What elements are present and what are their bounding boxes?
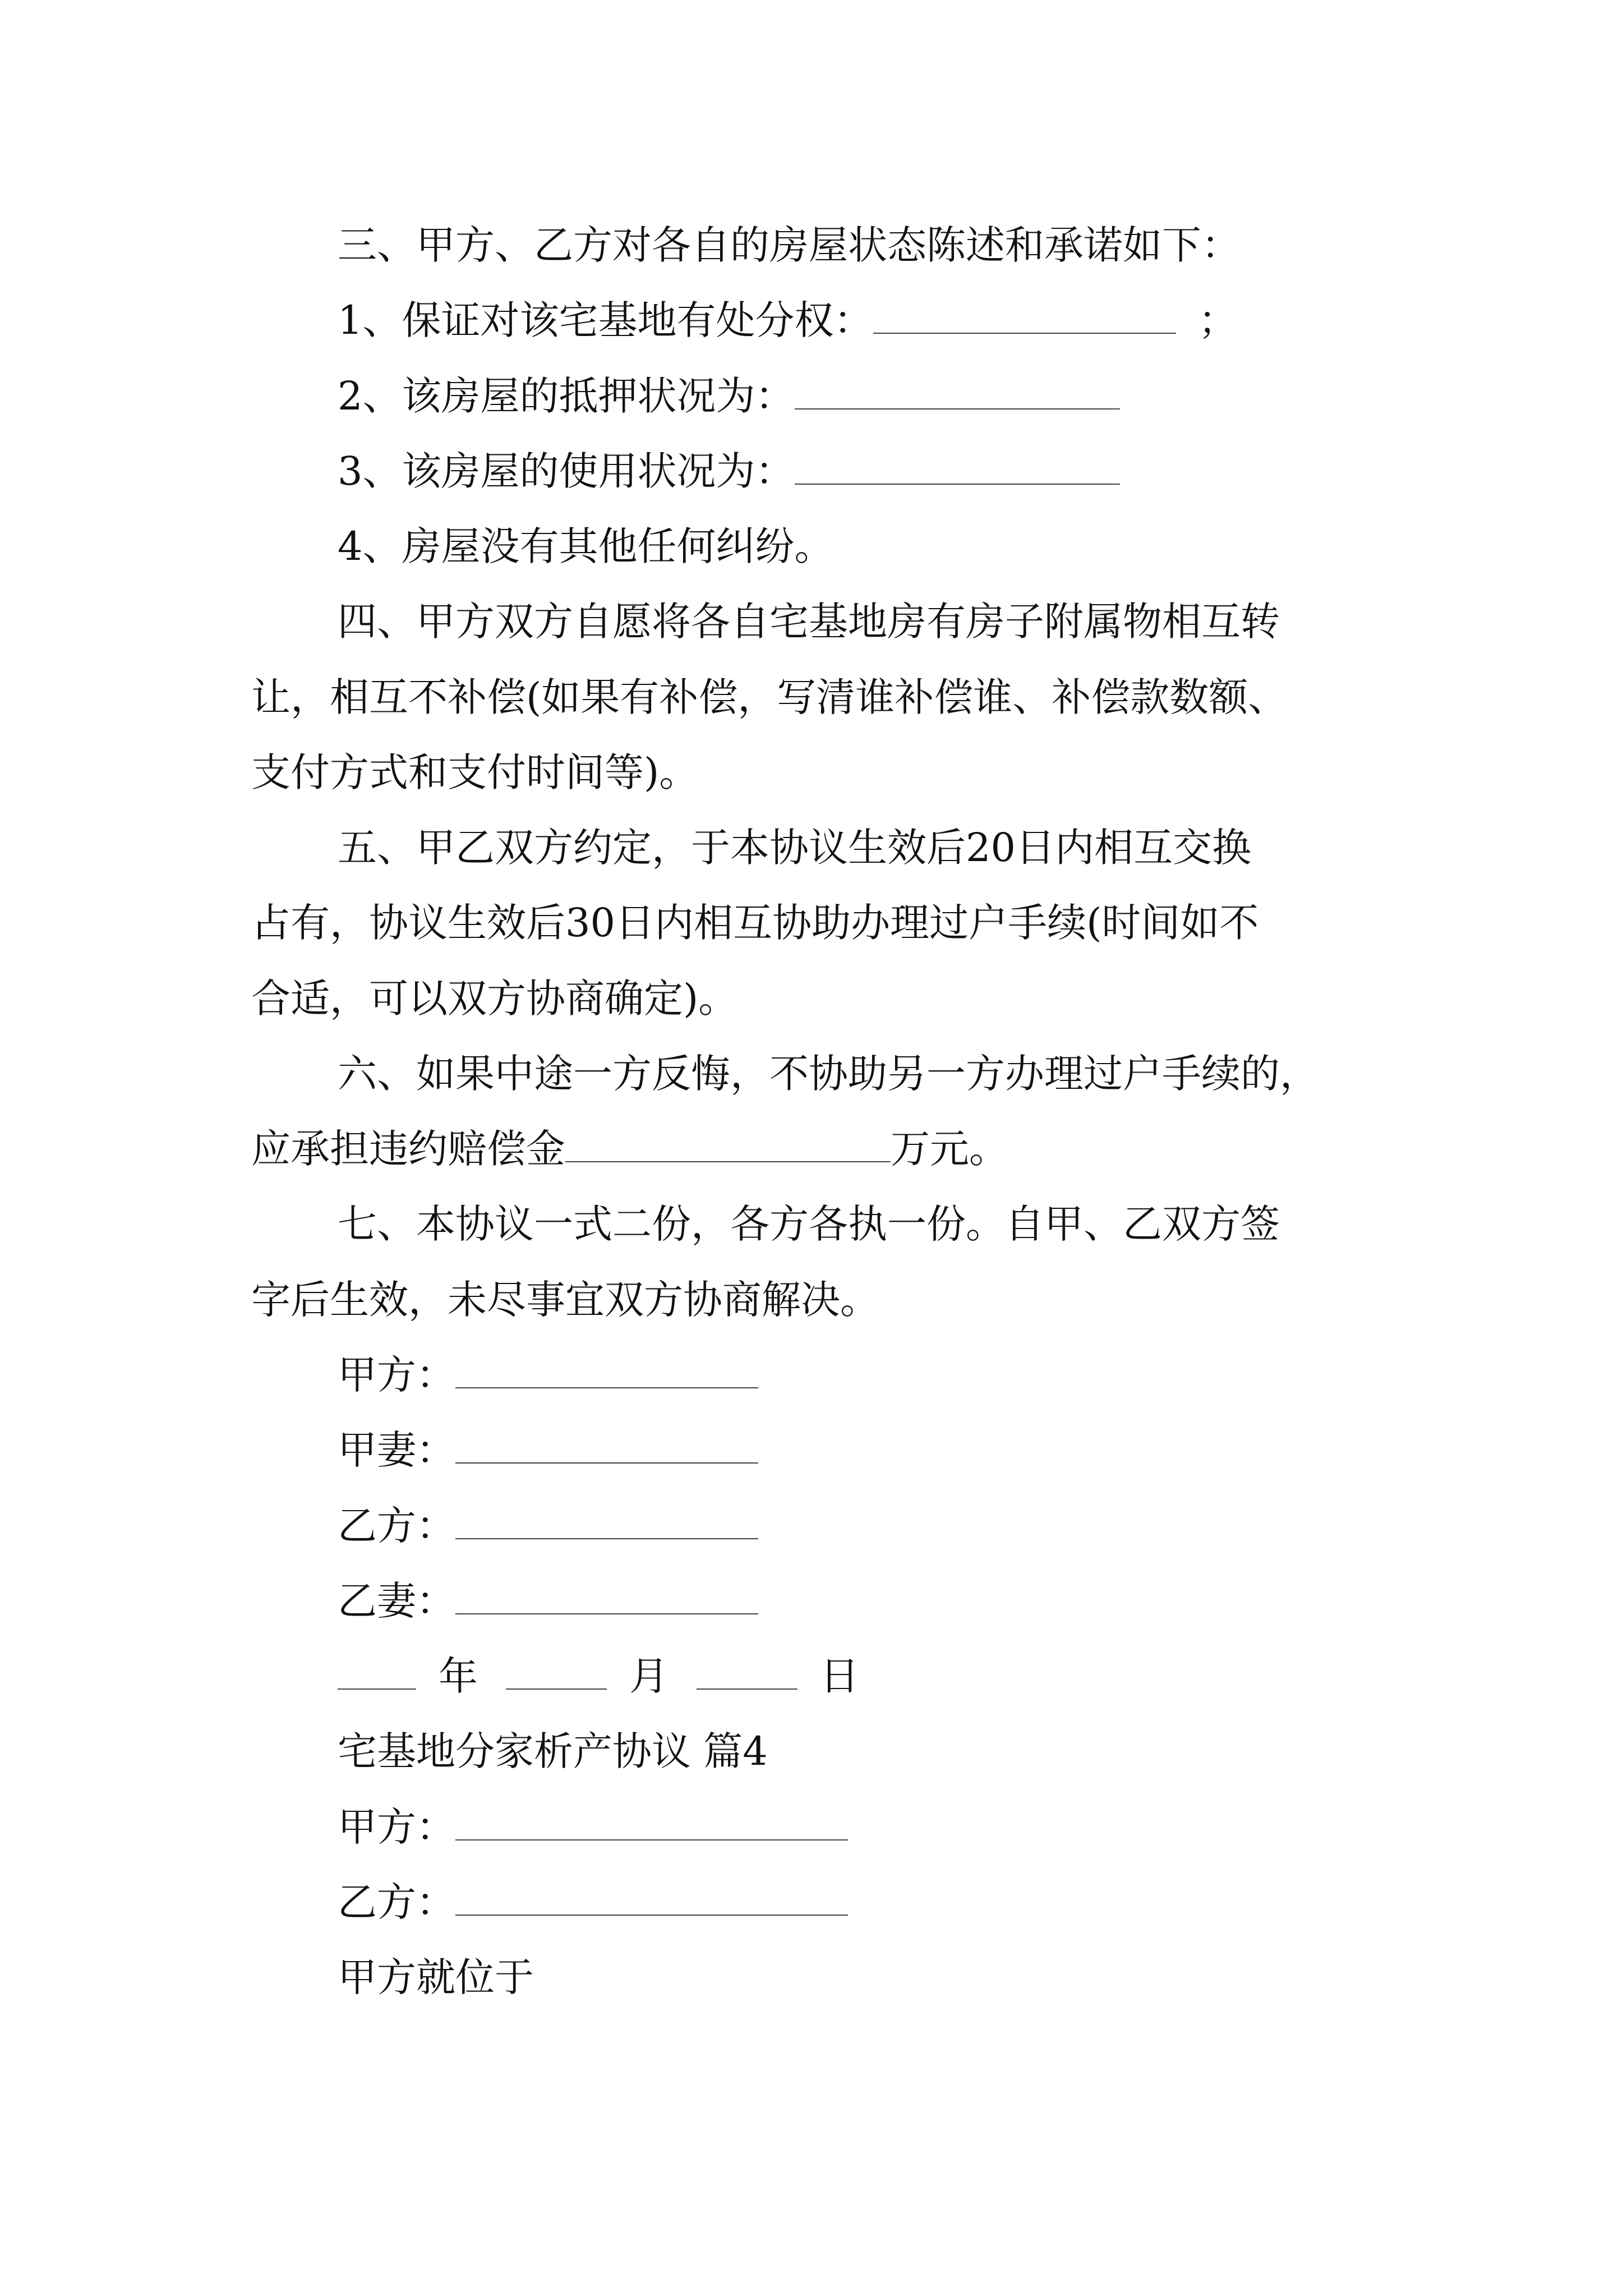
section-5-line-2: 占有，协议生效后30日内相互协助办理过户手续(时间如不 bbox=[251, 900, 1259, 946]
section-3-item-4: 4、房屋没有其他任何纠纷。 bbox=[338, 523, 834, 569]
section-4-line-1: 四、甲方双方自愿将各自宅基地房有房子附属物相互转 bbox=[338, 599, 1280, 645]
section-6-line-1: 六、如果中途一方反悔，不协助另一方办理过户手续的， bbox=[338, 1051, 1319, 1097]
section-3-item-3 bbox=[338, 446, 1120, 496]
wife-a-label: 甲妻： bbox=[338, 1427, 455, 1473]
section-3-heading: 三、甲方、乙方对各自的房屋状态陈述和承诺如下： bbox=[338, 222, 1241, 268]
disposal-right-blank[interactable] bbox=[873, 298, 1176, 334]
signature-party-a bbox=[338, 1350, 758, 1400]
day-label: 日 bbox=[820, 1653, 859, 1699]
year-blank[interactable] bbox=[338, 1654, 416, 1690]
day-blank[interactable] bbox=[697, 1654, 797, 1690]
wife-b-signature-blank[interactable] bbox=[455, 1579, 758, 1614]
month-blank[interactable] bbox=[506, 1654, 607, 1690]
next-party-b bbox=[338, 1877, 848, 1927]
penalty-unit: 万元。 bbox=[891, 1126, 1008, 1172]
next-agreement-title: 宅基地分家析产协议 篇4 bbox=[338, 1728, 768, 1774]
next-party-a bbox=[338, 1802, 848, 1852]
section-4-line-2: 让，相互不补偿(如果有补偿，写清谁补偿谁、补偿款数额、 bbox=[251, 674, 1288, 720]
penalty-label: 应承担违约赔偿金 bbox=[251, 1126, 565, 1172]
item-2-label: 2、该房屋的抵押状况为： bbox=[338, 373, 795, 419]
date-line bbox=[338, 1651, 859, 1701]
item-1-semicolon: ； bbox=[1198, 297, 1238, 343]
section-3-item-1 bbox=[338, 295, 1238, 346]
section-7-line-2: 字后生效，未尽事宜双方协商解决。 bbox=[251, 1277, 879, 1323]
wife-b-label: 乙妻： bbox=[338, 1578, 455, 1624]
month-label: 月 bbox=[629, 1653, 668, 1699]
usage-status-blank[interactable] bbox=[795, 449, 1120, 485]
mortgage-status-blank[interactable] bbox=[795, 374, 1120, 409]
item-1-label: 1、保证对该宅基地有处分权： bbox=[338, 297, 873, 343]
section-6-line-2 bbox=[251, 1124, 1008, 1174]
next-party-a-blank[interactable] bbox=[455, 1805, 848, 1841]
party-b-label: 乙方： bbox=[338, 1503, 455, 1549]
next-party-a-label: 甲方： bbox=[338, 1804, 455, 1850]
signature-wife-b bbox=[338, 1576, 758, 1626]
wife-a-signature-blank[interactable] bbox=[455, 1428, 758, 1464]
item-3-label: 3、该房屋的使用状况为： bbox=[338, 448, 795, 494]
party-a-label: 甲方： bbox=[338, 1352, 455, 1398]
section-7-line-1: 七、本协议一式二份，各方各执一份。自甲、乙双方签 bbox=[338, 1201, 1280, 1247]
next-party-b-blank[interactable] bbox=[455, 1880, 848, 1916]
section-4-line-3: 支付方式和支付时间等)。 bbox=[251, 749, 699, 795]
party-b-signature-blank[interactable] bbox=[455, 1503, 758, 1539]
party-a-signature-blank[interactable] bbox=[455, 1352, 758, 1388]
section-3-item-2 bbox=[338, 371, 1120, 421]
signature-party-b bbox=[338, 1501, 758, 1551]
section-5-line-1: 五、甲乙双方约定，于本协议生效后20日内相互交换 bbox=[338, 825, 1252, 871]
signature-wife-a bbox=[338, 1425, 758, 1475]
year-label: 年 bbox=[439, 1653, 478, 1699]
penalty-amount-blank[interactable] bbox=[565, 1126, 891, 1162]
section-5-line-3: 合适，可以双方协商确定)。 bbox=[251, 976, 738, 1022]
next-intro-text: 甲方就位于 bbox=[338, 1954, 534, 2000]
next-party-b-label: 乙方： bbox=[338, 1879, 455, 1925]
